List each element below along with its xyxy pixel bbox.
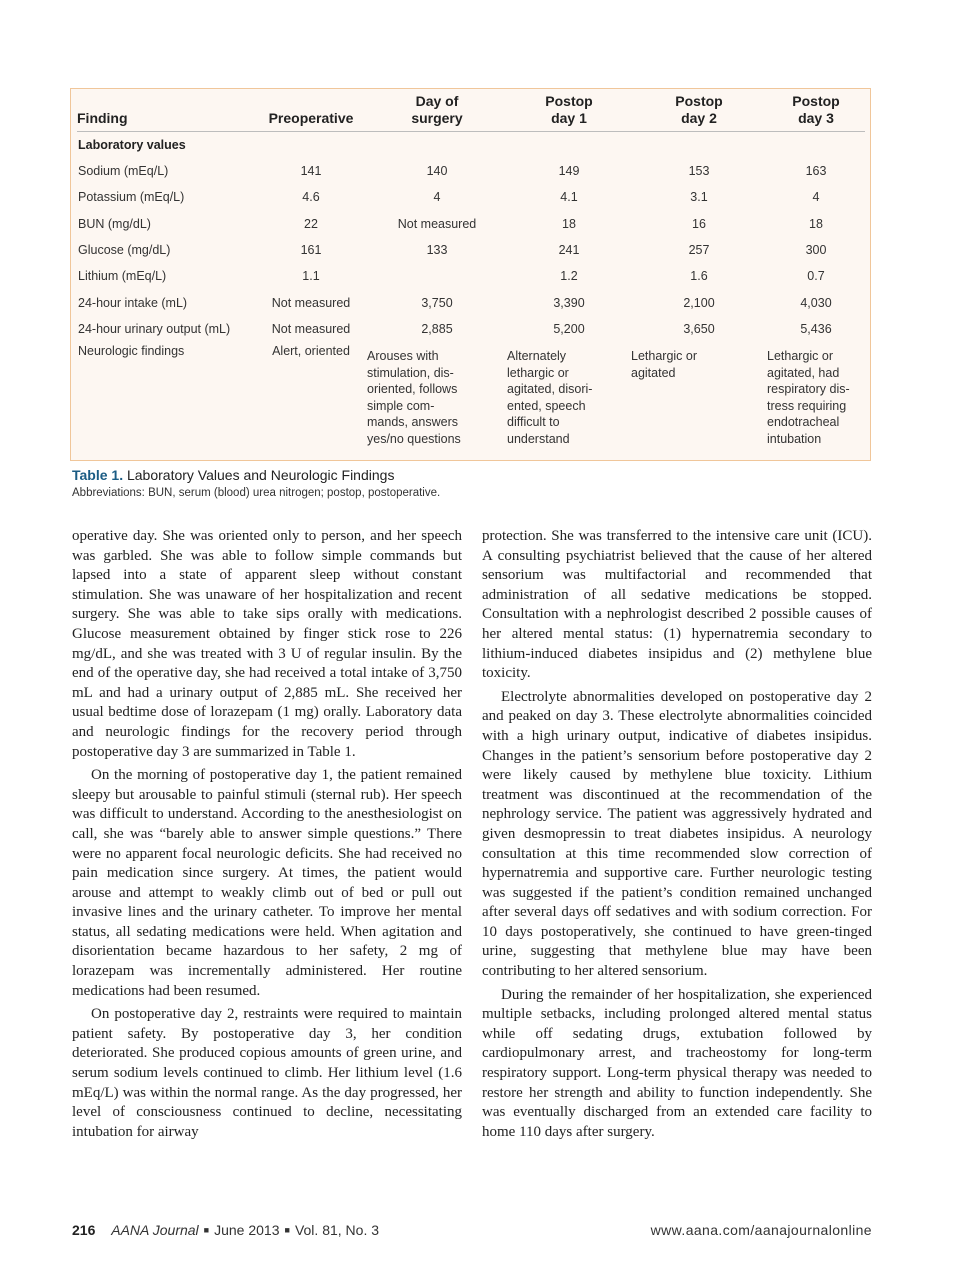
cell-postop-day-3: Lethargic or agitated, had respiratory dis- tress requiring endotracheal intubation xyxy=(767,349,850,447)
cell-postop-day-1: Alternately lethargic or agitated, disori- ented, speech difficult to understand xyxy=(507,349,593,447)
cell-preop: 22 xyxy=(304,216,318,231)
cell-postop-day-2: 1.6 xyxy=(690,269,708,284)
table-row xyxy=(77,237,865,263)
separator-square-icon: ■ xyxy=(284,1225,290,1235)
header-postop-day-3: Postop day 3 xyxy=(767,93,865,132)
paragraph: protection. She was transferred to the intensive care unit (ICU). A consulting psychiatrist believed that the cause of her altered sensorium was multifactorial and recommended that administration of all sedative medications be stopped. Consultation with a nephrologist described 2 possible causes of her altered mental status: (1) hypernatremia secondary to lithium-induced diabetes insipidus and (2) methylene blue toxicity. xyxy=(482,528,872,682)
paragraph: Electrolyte abnormalities developed on postoperative day 2 and peaked on day 3. These electrolyte abnormalities coincided with a high urinary output, indicative of diabetes insipidus. Changes in the patient’s sensorium before postoperative day 2 were likely caused by methylene blue toxicity. Lithium treatment was discontinued at the recommendation of the nephrology service. The patient was aggressively hydrated and given desmopressin to treat diabetes insipidus. A neurology consultation at this time recommended slow correction of hypernatremia and supportive care. Further neurologic testing was suggested if the patient’s condition remained unchanged after several days off sedatives and with sodium correction. For 10 days postoperatively, she continued to have green-tinged urine, suggesting that methylene blue may have been contributing to her altered sensorium. xyxy=(482,688,872,980)
cell-day-of-surgery: 3,750 xyxy=(421,295,453,310)
table-header-row xyxy=(77,93,865,132)
table-caption xyxy=(72,467,394,483)
cell-postop-day-3: 4,030 xyxy=(800,295,832,310)
row-label: Potassium (mEq/L) xyxy=(78,190,185,205)
separator-square-icon: ■ xyxy=(203,1225,210,1235)
header-preoperative: Preoperative xyxy=(255,93,367,132)
body-column-right xyxy=(482,527,872,1146)
table-abbreviations: Abbreviations: BUN, serum (blood) urea nitrogen; postop, postoperative. xyxy=(72,487,441,499)
issue-date: June 2013 xyxy=(214,1222,280,1238)
cell-postop-day-2: 2,100 xyxy=(683,295,715,310)
cell-day-of-surgery: Not measured xyxy=(397,216,477,231)
row-label: BUN (mg/dL) xyxy=(78,216,151,231)
paragraph: On the morning of postoperative day 1, the patient remained sleepy but arousable to painful stimuli (sternal rub). Her speech was difficult to understand. According to the anesthesiologist on call, she was “barely able to answer simple questions.” There were no apparent focal neurologic deficits. She had received no pain medication since surgery. At times, the patient would arouse and attempt to weakly climb out of bed or pull out invasive lines and the urinary catheter. To improve her mental status, all sedating medications were held. When agitation and disorientation became hazardous to her safety, 2 mg of lorazepam was incrementally administered. Her routine medications had been resumed. xyxy=(72,767,462,999)
cell-preop: 141 xyxy=(300,164,322,179)
cell-postop-day-1: 5,200 xyxy=(553,321,585,336)
paragraph: During the remainder of her hospitalization, she experienced multiple setbacks, including prolonged altered mental status while off sedating drugs, extubation followed by cardiopulmonary arrest, and tracheostomy for long-term respiratory support. Long-term physical therapy was needed to restore her strength and ability to function independently. She was eventually discharged from an extended care facility to home 110 days after surgery. xyxy=(482,986,872,1140)
page-footer xyxy=(72,1222,872,1242)
cell-day-of-surgery: 140 xyxy=(426,164,448,179)
cell-postop-day-1: 4.1 xyxy=(560,190,578,205)
cell-postop-day-3: 18 xyxy=(809,216,823,231)
cell-postop-day-1: 18 xyxy=(562,216,576,231)
cell-postop-day-1: 241 xyxy=(558,243,580,258)
cell-preop: 161 xyxy=(300,243,322,258)
table-row xyxy=(77,158,865,184)
table-row xyxy=(77,316,865,342)
row-label: 24-hour urinary output (mL) xyxy=(78,321,231,336)
cell-preop: Not measured xyxy=(271,321,351,336)
table-row xyxy=(77,289,865,315)
row-label: 24-hour intake (mL) xyxy=(78,295,188,310)
cell-postop-day-3: 163 xyxy=(805,164,827,179)
neurologic-findings-row xyxy=(77,342,865,448)
paragraph: operative day. She was oriented only to person, and her speech was garbled. She was able to follow simple commands but lapsed into a state of apparent sleep without constant stimulation. She was unaware of her hospitalization and recent surgery. She was able to take sips orally with medications. Glucose measurement obtained by finger stick rose to 226 mg/dL, and she was treated with 3 U of regular insulin. By the end of the operative day, she had received a total intake of 3,750 mL and had a urinary output of 2,885 mL. She received her usual bedtime dose of lorazepam (1 mg) orally. Laboratory data and neurologic findings for the recovery period through postoperative day 3 are summarized in Table 1. xyxy=(72,528,462,760)
header-postop-day-1: Postop day 1 xyxy=(507,93,631,132)
cell-day-of-surgery xyxy=(367,263,507,289)
section-label: Laboratory values xyxy=(78,138,186,152)
cell-postop-day-2: 153 xyxy=(688,164,710,179)
paragraph: On postoperative day 2, restraints were required to maintain patient safety. By postoperative day 3, her condition deteriorated. She produced copious amounts of green urine, and serum sodium levels continued to climb. Her lithium level (1.6 mEq/L) was within the normal range. As the day progressed, her level of consciousness continued to decline, necessitating intubation for airway xyxy=(72,1006,462,1140)
cell-postop-day-2: Lethargic or agitated xyxy=(631,349,698,380)
row-label: Neurologic findings xyxy=(78,344,185,359)
cell-postop-day-3: 4 xyxy=(812,190,820,205)
row-label: Lithium (mEq/L) xyxy=(78,269,167,284)
cell-postop-day-1: 149 xyxy=(558,164,580,179)
cell-postop-day-3: 0.7 xyxy=(807,269,825,284)
cell-preop: Alert, oriented xyxy=(272,344,350,359)
header-finding: Finding xyxy=(77,93,255,132)
cell-day-of-surgery: 2,885 xyxy=(421,321,453,336)
table-1-box xyxy=(70,88,871,461)
cell-postop-day-3: 5,436 xyxy=(800,321,832,336)
cell-preop: 4.6 xyxy=(302,190,320,205)
body-column-left xyxy=(72,527,462,1146)
row-label: Glucose (mg/dL) xyxy=(78,243,171,258)
table-row xyxy=(77,211,865,237)
journal-name: AANA Journal xyxy=(111,1222,199,1238)
cell-day-of-surgery: 4 xyxy=(433,190,441,205)
cell-postop-day-3: 300 xyxy=(805,243,827,258)
cell-postop-day-2: 3.1 xyxy=(690,190,708,205)
lab-values-table xyxy=(77,93,865,448)
table-row xyxy=(77,184,865,210)
caption-title: Laboratory Values and Neurologic Findings xyxy=(126,467,395,483)
table-row xyxy=(77,263,865,289)
section-row xyxy=(77,132,865,159)
cell-preop: Not measured xyxy=(271,295,351,310)
cell-postop-day-2: 3,650 xyxy=(683,321,715,336)
cell-preop: 1.1 xyxy=(302,269,320,284)
page-number: 216 xyxy=(72,1222,96,1238)
header-postop-day-2: Postop day 2 xyxy=(631,93,767,132)
journal-url[interactable]: www.aana.com/aanajournalonline xyxy=(650,1222,872,1238)
cell-day-of-surgery: Arouses with stimulation, dis- oriented, follows simple com- mands, answers yes/no questions xyxy=(367,349,461,447)
row-label: Sodium (mEq/L) xyxy=(78,164,169,179)
volume-number: Vol. 81, No. 3 xyxy=(294,1222,380,1238)
caption-label: Table 1. xyxy=(72,467,124,483)
header-day-of-surgery: Day of surgery xyxy=(367,93,507,132)
cell-postop-day-2: 16 xyxy=(692,216,706,231)
cell-postop-day-1: 3,390 xyxy=(553,295,585,310)
cell-postop-day-1: 1.2 xyxy=(560,269,578,284)
cell-day-of-surgery: 133 xyxy=(426,243,448,258)
cell-postop-day-2: 257 xyxy=(688,243,710,258)
